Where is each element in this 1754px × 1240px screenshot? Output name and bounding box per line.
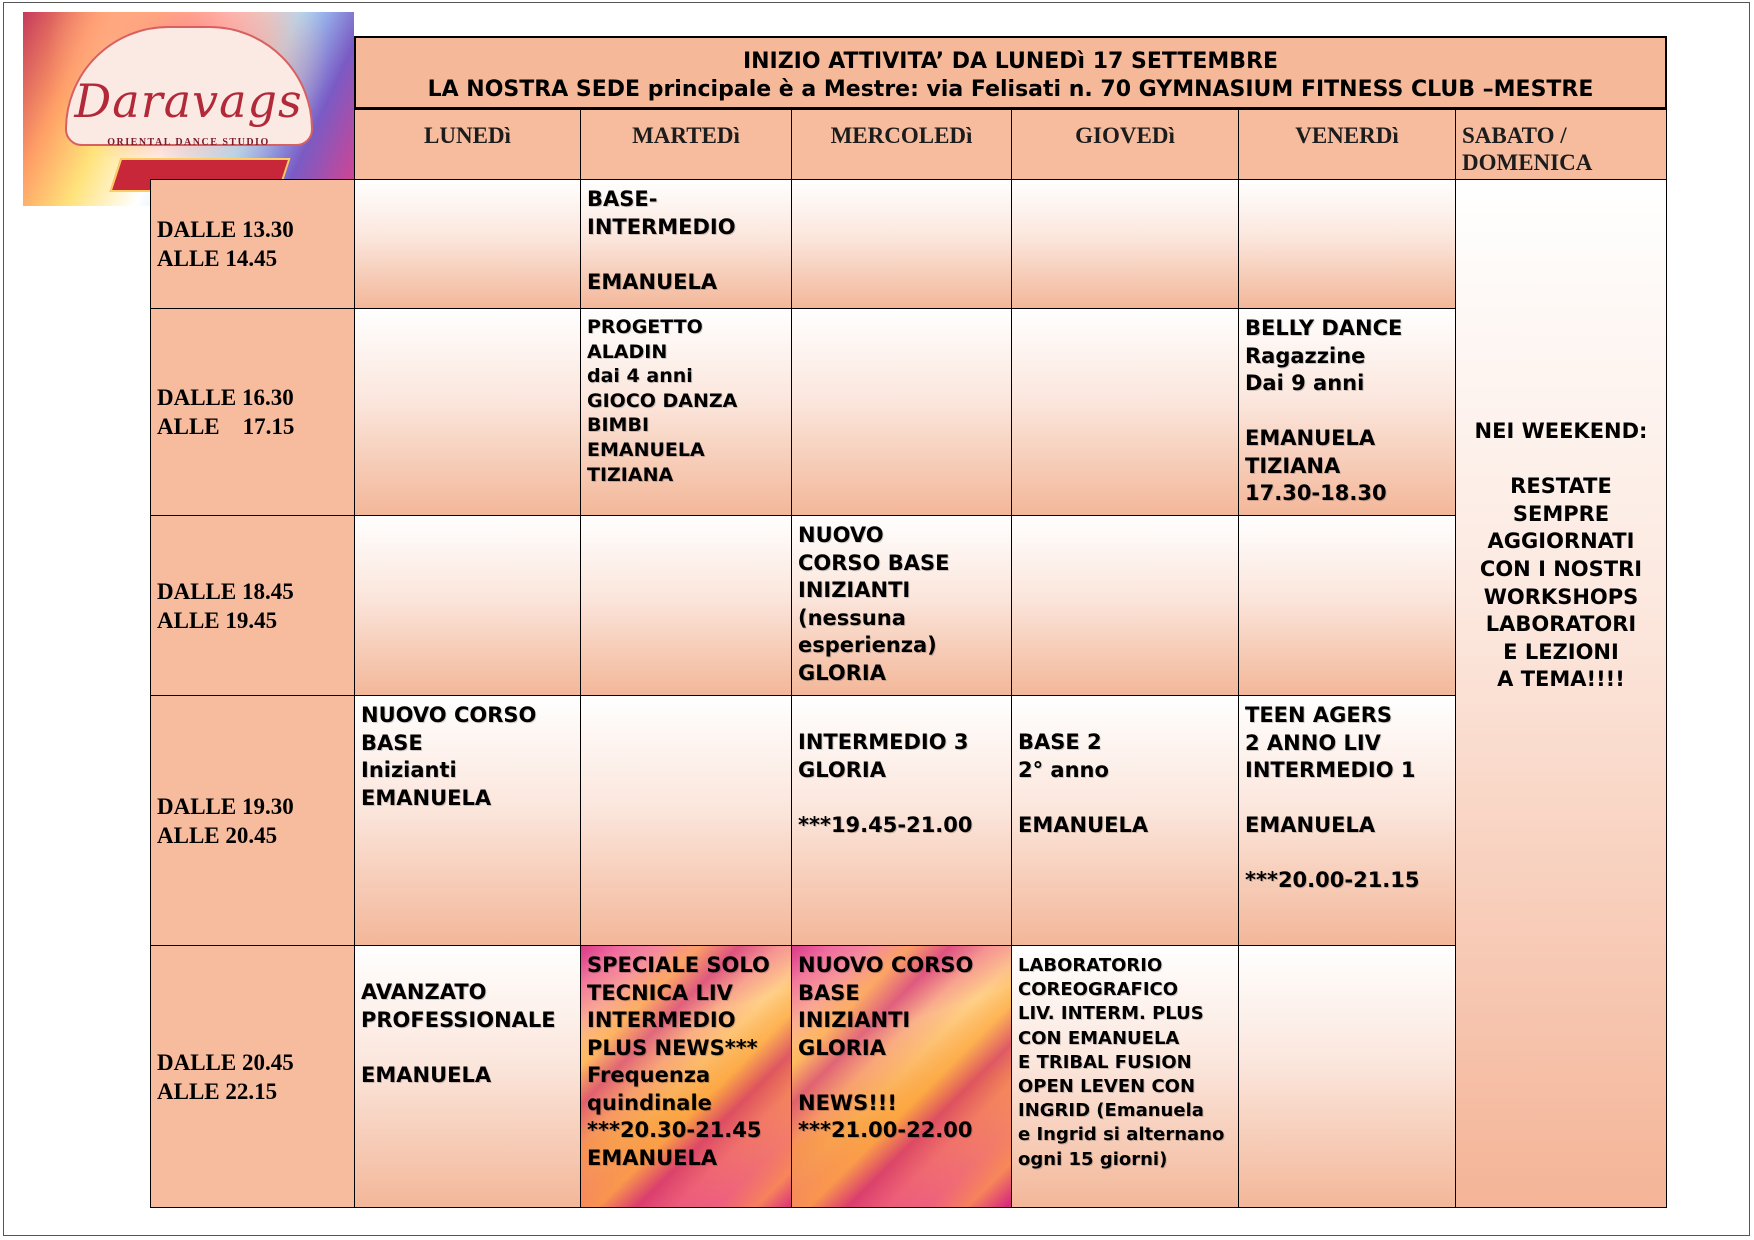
logo-subtitle: ORIENTAL DANCE STUDIO [107, 137, 270, 148]
cell-r3-martedi [580, 515, 792, 696]
class-r4-giovedi: BASE 2 2° anno EMANUELA [1011, 695, 1239, 946]
cell-r3-venerdi [1238, 515, 1456, 696]
time-slot-1: DALLE 13.30 ALLE 14.45 [150, 179, 355, 309]
time-slot-2: DALLE 16.30 ALLE 17.15 [150, 308, 355, 516]
day-header-lunedi: LUNEDì [354, 109, 581, 180]
day-header-mercoledi: MERCOLEDì [791, 109, 1012, 180]
time-slot-3: DALLE 18.45 ALLE 19.45 [150, 515, 355, 696]
cell-r5-venerdi [1238, 945, 1456, 1208]
class-r5-martedi: SPECIALE SOLO TECNICA LIV INTERMEDIO PLUS NEWS*** Frequenza quindinale ***20.30-21.45 EMANUELA [580, 945, 792, 1208]
day-header-weekend: SABATO / DOMENICA [1455, 109, 1667, 180]
day-header-giovedi: GIOVEDì [1011, 109, 1239, 180]
header-line-1: INIZIO ATTIVITA’ DA LUNEDì 17 SETTEMBRE [742, 49, 1279, 74]
header-line-2: LA NOSTRA SEDE principale è a Mestre: via Felisati n. 70 GYMNASIUM FITNESS CLUB –MESTRE [427, 77, 1594, 102]
time-slot-4: DALLE 19.30 ALLE 20.45 [150, 695, 355, 946]
weekend-note: NEI WEEKEND: RESTATE SEMPRE AGGIORNATI CON I NOSTRI WORKSHOPS LABORATORI E LEZIONI A TEMA!!!! [1455, 179, 1667, 1208]
class-r5-giovedi: LABORATORIO COREOGRAFICO LIV. INTERM. PLUS CON EMANUELA E TRIBAL FUSION OPEN LEVEN CON INGRID (Emanuela e Ingrid si alternano ogni 15 giorni) [1011, 945, 1239, 1208]
cell-r1-giovedi [1011, 179, 1239, 309]
cell-r2-lunedi [354, 308, 581, 516]
class-r2-martedi: PROGETTO ALADIN dai 4 anni GIOCO DANZA BIMBI EMANUELA TIZIANA [580, 308, 792, 516]
day-header-venerdi: VENERDì [1238, 109, 1456, 180]
class-r4-venerdi: TEEN AGERS 2 ANNO LIV INTERMEDIO 1 EMANUELA ***20.00-21.15 [1238, 695, 1456, 946]
cell-r1-mercoledi [791, 179, 1012, 309]
cell-r1-venerdi [1238, 179, 1456, 309]
class-r4-mercoledi: INTERMEDIO 3 GLORIA ***19.45-21.00 [791, 695, 1012, 946]
cell-r1-lunedi [354, 179, 581, 309]
cell-r3-lunedi [354, 515, 581, 696]
class-r2-venerdi: BELLY DANCE Ragazzine Dai 9 anni EMANUELA TIZIANA 17.30-18.30 [1238, 308, 1456, 516]
class-r4-lunedi: NUOVO CORSO BASE Inizianti EMANUELA [354, 695, 581, 946]
class-r3-mercoledi: NUOVO CORSO BASE INIZIANTI (nessuna esperienza) GLORIA [791, 515, 1012, 696]
cell-r4-martedi [580, 695, 792, 946]
logo-name: Daravags [74, 74, 303, 128]
class-r5-mercoledi: NUOVO CORSO BASE INIZIANTI GLORIA NEWS!!! ***21.00-22.00 [791, 945, 1012, 1208]
cell-r2-mercoledi [791, 308, 1012, 516]
class-r5-lunedi: AVANZATO PROFESSIONALE EMANUELA [354, 945, 581, 1208]
day-header-martedi: MARTEDì [580, 109, 792, 180]
time-slot-5: DALLE 20.45 ALLE 22.15 [150, 945, 355, 1208]
studio-logo [23, 12, 354, 206]
cell-r3-giovedi [1011, 515, 1239, 696]
cell-r2-giovedi [1011, 308, 1239, 516]
schedule-header [354, 36, 1667, 109]
class-r1-martedi: BASE- INTERMEDIO EMANUELA [580, 179, 792, 309]
